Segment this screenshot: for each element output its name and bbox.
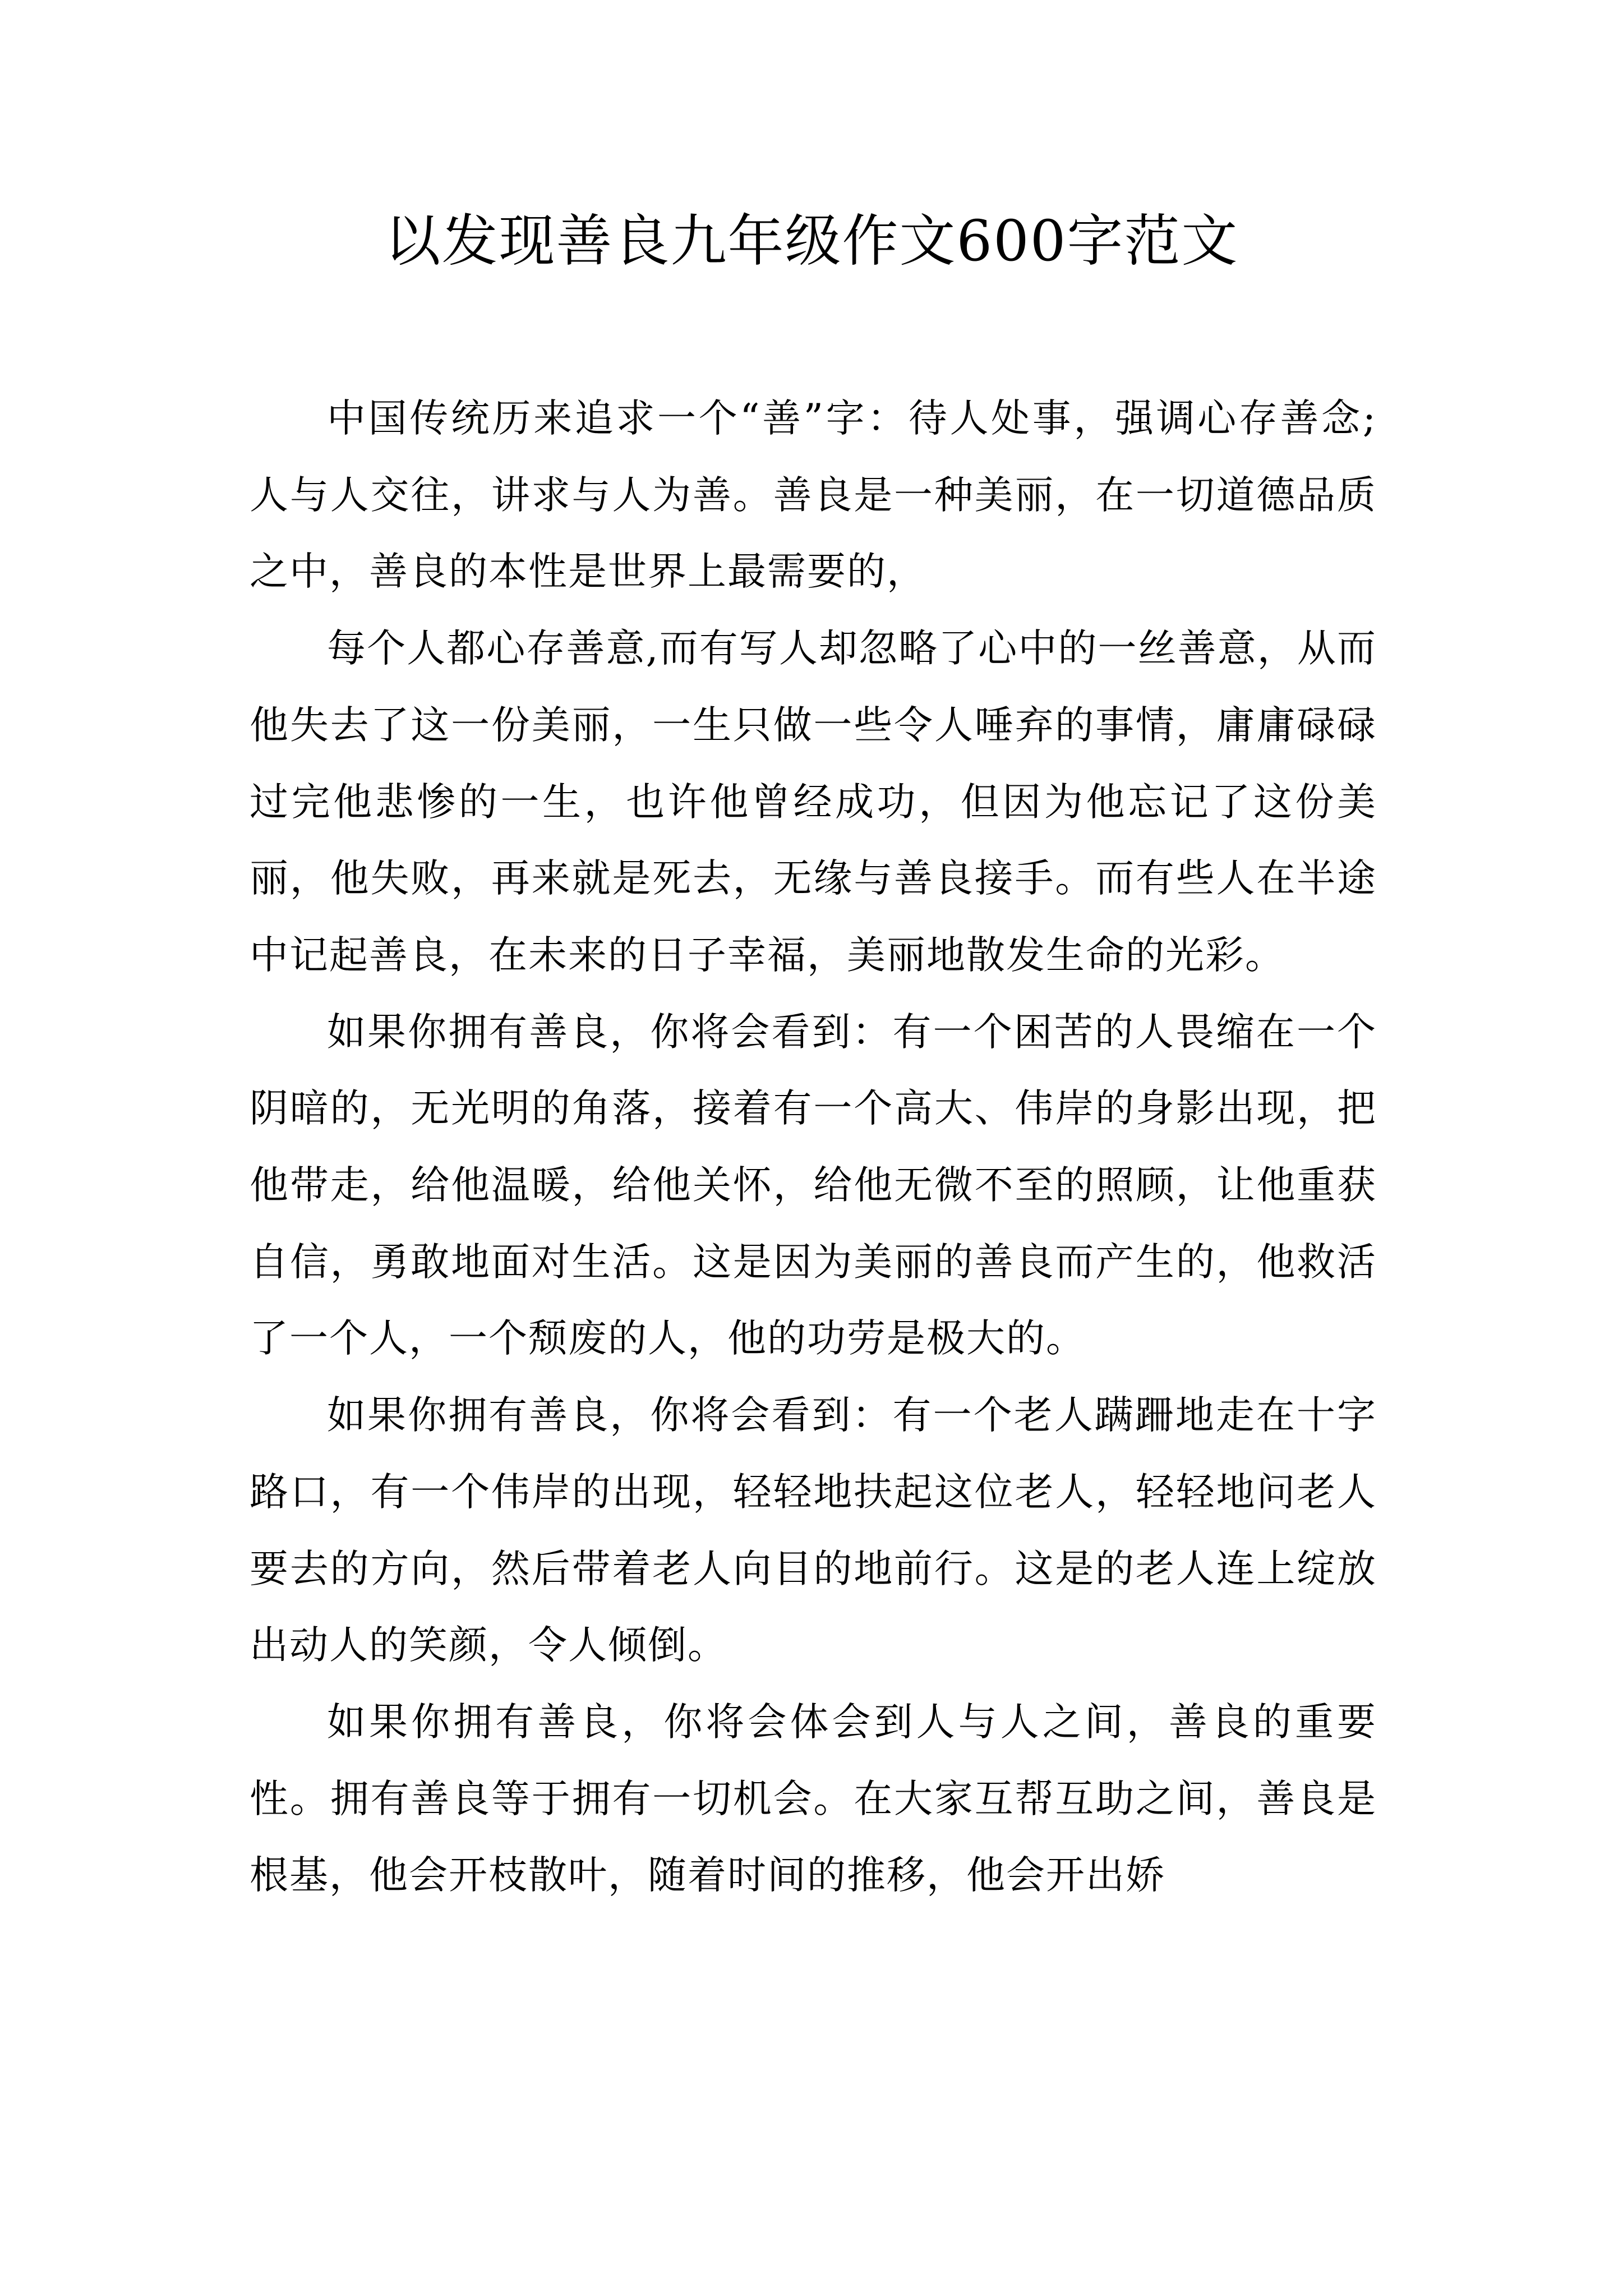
paragraph-3: 如果你拥有善良，你将会看到：有一个困苦的人畏缩在一个阴暗的，无光明的角落，接着有一个高大、伟岸的身影出现，把他带走，给他温暖，给他关怀，给他无微不至的照顾，让他重获自信，勇敢地面对生活。这是因为美丽的善良而产生的，他救活了一个人，一个颓废的人，他的功劳是极大的。 bbox=[250, 1009, 1377, 1361]
paragraph-2: 每个人都心存善意,而有写人却忽略了心中的一丝善意，从而他失去了这一份美丽，一生只做一些令人唾弃的事情，庸庸碌碌过完他悲惨的一生，也许他曾经成功，但因为他忘记了这份美丽，他失败，再来就是死去，无缘与善良接手。而有些人在半途中记起善良，在未来的日子幸福，美丽地散发生命的光彩。 bbox=[250, 626, 1377, 978]
paragraph-5: 如果你拥有善良，你将会体会到人与人之间，善良的重要性。拥有善良等于拥有一切机会。在大家互帮互助之间，善良是根基，他会开枝散叶，随着时间的推移，他会开出娇 bbox=[250, 1699, 1377, 1898]
paragraph-4: 如果你拥有善良，你将会看到：有一个老人蹒跚地走在十字路口，有一个伟岸的出现，轻轻地扶起这位老人，轻轻地问老人要去的方向，然后带着老人向目的地前行。这是的老人连上绽放出动人的笑颜，令人倾倒。 bbox=[250, 1393, 1377, 1668]
document-title: 以发现善良九年级作文600字范文 bbox=[384, 208, 1239, 274]
document-body bbox=[250, 380, 1377, 1914]
paragraph-1: 中国传统历来追求一个“善”字：待人处事，强调心存善念;人与人交往，讲求与人为善。善良是一种美丽，在一切道德品质之中，善良的本性是世界上最需要的， bbox=[250, 396, 1377, 595]
